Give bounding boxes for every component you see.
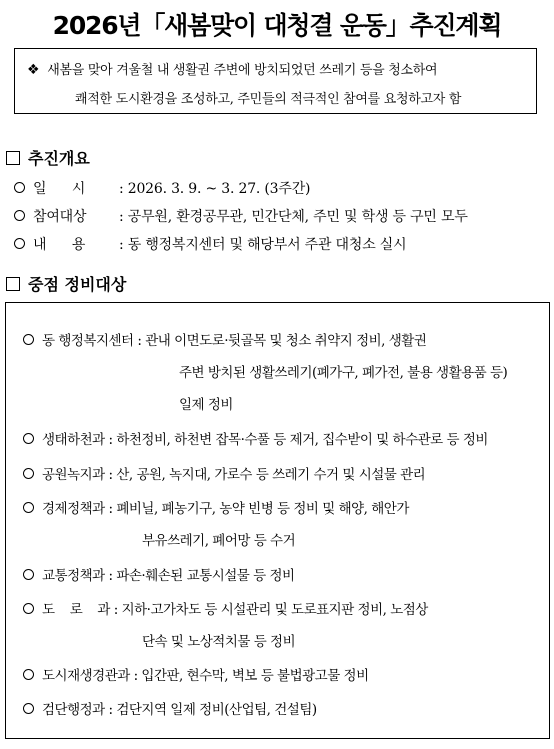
target-item xyxy=(23,598,428,618)
overview-row-content xyxy=(14,234,406,254)
target-label: 공원녹지과 xyxy=(42,467,105,483)
target-text: 단속 및 노상적치물 등 정비 xyxy=(142,634,296,650)
circle-bullet-icon xyxy=(23,569,34,580)
target-text: : 입간판, 현수막, 벽보 등 불법광고물 정비 xyxy=(133,668,369,684)
target-label: 동 행정복지센터 xyxy=(42,333,134,349)
target-label: 도시재생경관과 xyxy=(42,668,130,684)
target-item xyxy=(23,698,317,718)
target-text: 주변 방치된 생활쓰레기(폐가구, 폐가전, 불용 생활용품 등) xyxy=(179,365,508,381)
overview-value: : 공무원, 환경공무관, 민간단체, 주민 및 학생 등 구민 모두 xyxy=(119,209,468,225)
summary-line-1 xyxy=(27,59,437,78)
section-heading-overview xyxy=(6,146,90,169)
target-item xyxy=(23,664,369,684)
overview-value: : 동 행정복지센터 및 해당부서 주관 대청소 실시 xyxy=(119,237,407,253)
overview-label: 일 시 xyxy=(33,181,86,197)
summary-text-1: 새봄을 맞아 겨울철 내 생활권 주변에 방치되었던 쓰레기 등을 청소하여 xyxy=(47,63,438,78)
target-text: 일제 정비 xyxy=(179,397,233,413)
circle-bullet-icon xyxy=(23,433,34,444)
target-text: : 지하·고가차도 등 시설관리 및 도로표지판 정비, 노점상 xyxy=(113,602,428,618)
target-label: 생태하천과 xyxy=(42,432,105,448)
target-item xyxy=(23,497,409,517)
circle-bullet-icon xyxy=(14,238,25,249)
target-text: : 폐비닐, 폐농기구, 농약 빈병 등 정비 및 해양, 해안가 xyxy=(108,501,409,517)
summary-text-2: 쾌적한 도시환경을 조성하고, 주민들의 적극적인 참여를 요청하고자 함 xyxy=(75,92,462,107)
target-text: : 검단지역 일제 정비(산업팀, 건설팀) xyxy=(108,702,317,718)
section-title: 중점 정비대상 xyxy=(28,275,127,294)
target-item xyxy=(23,463,425,483)
circle-bullet-icon xyxy=(14,182,25,193)
target-label: 경제정책과 xyxy=(42,501,105,517)
circle-bullet-icon xyxy=(23,669,34,680)
target-label: 도 로 과 xyxy=(42,602,110,618)
target-label: 검단행정과 xyxy=(42,702,105,718)
target-text: : 파손·훼손된 교통시설물 등 정비 xyxy=(108,568,295,584)
circle-bullet-icon xyxy=(23,502,34,513)
target-text: 부유쓰레기, 폐어망 등 수거 xyxy=(142,533,296,549)
circle-bullet-icon xyxy=(23,334,34,345)
overview-label: 참여대상 xyxy=(33,209,87,225)
targets-box xyxy=(5,302,550,739)
summary-box xyxy=(14,48,537,114)
target-item xyxy=(23,329,426,349)
circle-bullet-icon xyxy=(23,603,34,614)
checkbox-square-icon xyxy=(6,151,20,165)
checkbox-square-icon xyxy=(6,277,20,291)
target-label: 교통정책과 xyxy=(42,568,105,584)
section-title: 추진개요 xyxy=(28,149,90,168)
overview-value: : 2026. 3. 9. ~ 3. 27. (3주간) xyxy=(119,181,311,197)
target-text: : 관내 이면도로·뒷골목 및 청소 취약지 정비, 생활권 xyxy=(137,333,427,349)
overview-row-period xyxy=(14,178,310,198)
section-heading-targets xyxy=(6,272,126,295)
circle-bullet-icon xyxy=(14,210,25,221)
overview-label: 내 용 xyxy=(33,237,86,253)
target-text: : 산, 공원, 녹지대, 가로수 등 쓰레기 수거 및 시설물 관리 xyxy=(108,467,426,483)
circle-bullet-icon xyxy=(23,468,34,479)
target-text: : 하천정비, 하천변 잡목·수풀 등 제거, 집수받이 및 하수관로 등 정비 xyxy=(108,432,488,448)
overview-row-participants xyxy=(14,206,468,226)
target-item xyxy=(23,428,488,448)
target-item xyxy=(23,564,295,584)
document-title: 2026년「새봄맞이 대청결 운동」추진계획 xyxy=(52,11,502,40)
diamond-bullet-icon: ❖ xyxy=(27,62,40,78)
circle-bullet-icon xyxy=(23,703,34,714)
